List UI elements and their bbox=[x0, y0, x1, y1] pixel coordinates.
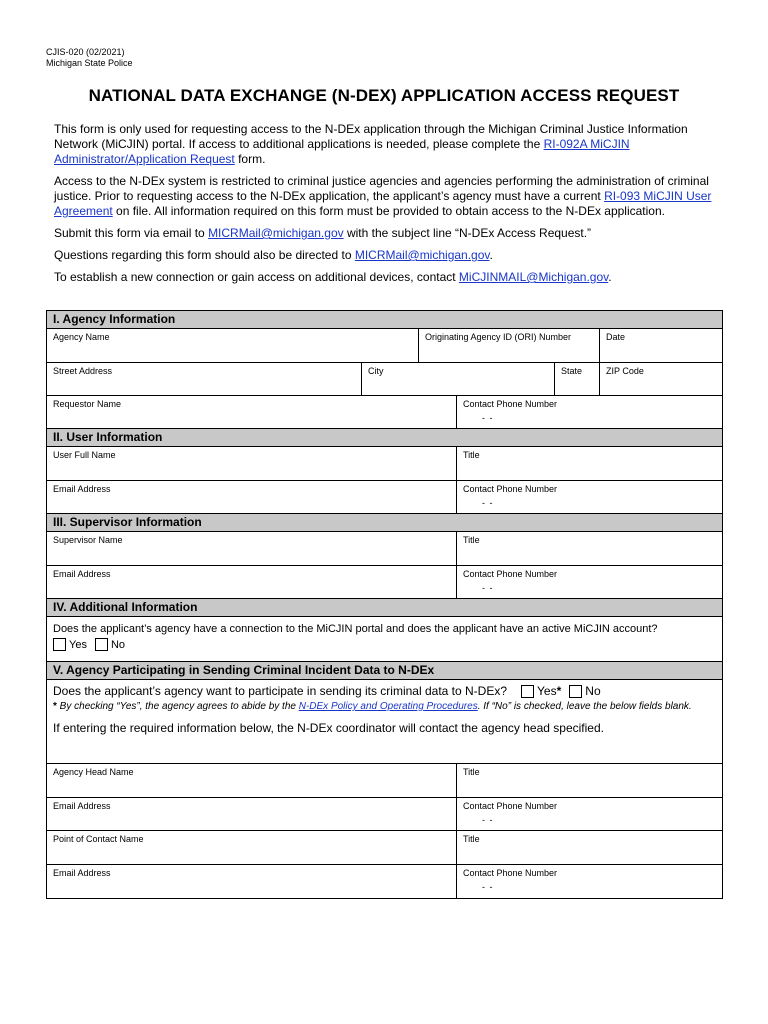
micjin-no-option[interactable]: No bbox=[95, 638, 125, 651]
section-ndex-participation-header: V. Agency Participating in Sending Criminal Incident Data to N-DEx bbox=[47, 662, 722, 680]
supervisor-row-2 bbox=[47, 566, 722, 599]
supervisor-title-field[interactable]: Title bbox=[463, 535, 480, 545]
requestor-name-field[interactable]: Requestor Name bbox=[47, 396, 457, 428]
agency-row-1 bbox=[47, 329, 722, 363]
poc-email-field[interactable]: Email Address bbox=[47, 865, 457, 898]
micjin-no-checkbox[interactable] bbox=[95, 638, 108, 651]
section-additional-header: IV. Additional Information bbox=[47, 599, 722, 617]
intro-paragraph-3: Submit this form via email to MICRMail@michigan.gov with the subject line “N-DEx Access Request.” bbox=[54, 226, 592, 240]
ndex-no-checkbox[interactable] bbox=[569, 685, 582, 698]
form-id: CJIS-020 (02/2021) bbox=[46, 47, 125, 57]
issuing-agency: Michigan State Police bbox=[46, 58, 133, 68]
phone-separators: - - bbox=[482, 815, 494, 825]
city-field[interactable]: City bbox=[362, 363, 555, 395]
micrmail-link-2[interactable]: MICRMail@michigan.gov bbox=[354, 248, 490, 262]
user-row-1 bbox=[47, 447, 722, 481]
page-title: NATIONAL DATA EXCHANGE (N-DEX) APPLICATION ACCESS REQUEST bbox=[88, 86, 680, 105]
micjinmail-link[interactable]: MiCJINMAIL@Michigan.gov bbox=[458, 270, 609, 284]
additional-info-row bbox=[47, 617, 722, 662]
agency-head-phone-field[interactable]: Contact Phone Number - - bbox=[463, 801, 558, 825]
street-address-field[interactable]: Street Address bbox=[47, 363, 362, 395]
user-full-name-field[interactable]: User Full Name bbox=[47, 447, 457, 480]
requestor-phone-field[interactable]: Contact Phone Number - - bbox=[463, 399, 558, 423]
ndex-yes-checkbox[interactable] bbox=[521, 685, 534, 698]
poc-name-field[interactable]: Point of Contact Name bbox=[47, 831, 457, 864]
user-title-field[interactable]: Title bbox=[463, 450, 480, 460]
poc-row-1 bbox=[47, 831, 722, 865]
date-field[interactable]: Date bbox=[606, 332, 626, 342]
poc-title-field[interactable]: Title bbox=[463, 834, 480, 844]
ndex-coordinator-info: If entering the required information below, the N-DEx coordinator will contact the agency head specified. bbox=[53, 721, 604, 735]
agency-head-title-field[interactable]: Title bbox=[463, 767, 480, 777]
section-user-header: II. User Information bbox=[47, 429, 722, 447]
ndex-policy-note: * By checking “Yes”, the agency agrees to abide by the N-DEx Policy and Operating Procedures. If “No” is checked, leave the below fields blank. bbox=[53, 701, 692, 712]
agency-row-2 bbox=[47, 363, 722, 396]
user-phone-field[interactable]: Contact Phone Number - - bbox=[463, 484, 558, 508]
poc-phone-field[interactable]: Contact Phone Number - - bbox=[463, 868, 558, 892]
section-supervisor-header: III. Supervisor Information bbox=[47, 514, 722, 532]
supervisor-email-field[interactable]: Email Address bbox=[47, 566, 457, 598]
micjin-account-question: Does the applicant’s agency have a connection to the MiCJIN portal and does the applicant have an active MiCJIN account? bbox=[53, 623, 658, 635]
ndex-participation-row bbox=[47, 680, 722, 764]
ndex-policy-link[interactable]: N-DEx Policy and Operating Procedures bbox=[298, 701, 478, 712]
zip-code-field[interactable]: ZIP Code bbox=[606, 366, 644, 376]
agency-head-row-2 bbox=[47, 798, 722, 831]
agency-head-name-field[interactable]: Agency Head Name bbox=[47, 764, 457, 797]
access-request-form bbox=[46, 310, 723, 899]
intro-paragraph-2: Access to the N-DEx system is restricted to criminal justice agencies and agencies performing the administration of criminal justice. Prior to requesting access to the N-DEx application, the applicant’s agency must have a current RI-093 MiCJIN User Agreement on file. All information required on this form must be provided to obtain access to the N-DEx application. bbox=[54, 174, 712, 218]
supervisor-name-field[interactable]: Supervisor Name bbox=[47, 532, 457, 565]
micjin-yes-option[interactable]: Yes bbox=[53, 638, 87, 651]
intro-paragraph-4: Questions regarding this form should also be directed to MICRMail@michigan.gov. bbox=[54, 248, 493, 262]
ndex-yes-option[interactable]: Yes * bbox=[521, 684, 561, 698]
phone-separators: - - bbox=[482, 498, 494, 508]
ori-field[interactable]: Originating Agency ID (ORI) Number bbox=[419, 329, 600, 362]
intro-paragraph-1: This form is only used for requesting access to the N-DEx application through the Michigan Criminal Justice Information Network (MiCJIN) portal. If access to additional applications is needed, please complete the RI-092A MiCJIN Administrator/Application Request form. bbox=[54, 122, 688, 166]
ri-092a-link[interactable]: RI-092A MiCJIN Administrator/Application Request bbox=[54, 137, 630, 166]
intro-paragraph-5: To establish a new connection or gain access on additional devices, contact MiCJINMAIL@Michigan.gov. bbox=[54, 270, 612, 284]
user-row-2 bbox=[47, 481, 722, 514]
phone-separators: - - bbox=[482, 882, 494, 892]
ri-093-link[interactable]: RI-093 MiCJIN User Agreement bbox=[54, 189, 712, 218]
phone-separators: - - bbox=[482, 583, 494, 593]
agency-head-row-1 bbox=[47, 764, 722, 798]
intro-text bbox=[54, 122, 720, 292]
user-email-field[interactable]: Email Address bbox=[47, 481, 457, 513]
section-agency-header: I. Agency Information bbox=[47, 311, 722, 329]
micrmail-link-1[interactable]: MICRMail@michigan.gov bbox=[208, 226, 344, 240]
state-field[interactable]: State bbox=[555, 363, 600, 395]
poc-row-2 bbox=[47, 865, 722, 898]
form-meta bbox=[46, 47, 133, 69]
ndex-no-option[interactable]: No bbox=[569, 684, 600, 698]
phone-separators: - - bbox=[482, 413, 494, 423]
micjin-yes-checkbox[interactable] bbox=[53, 638, 66, 651]
agency-head-email-field[interactable]: Email Address bbox=[47, 798, 457, 830]
supervisor-phone-field[interactable]: Contact Phone Number - - bbox=[463, 569, 558, 593]
ndex-participation-question: Does the applicant’s agency want to participate in sending its criminal data to N-DEx? bbox=[53, 684, 508, 698]
agency-name-field[interactable]: Agency Name bbox=[47, 329, 419, 362]
agency-row-3 bbox=[47, 396, 722, 429]
ndex-question-line bbox=[47, 680, 722, 698]
micjin-account-options bbox=[47, 635, 722, 655]
supervisor-row-1 bbox=[47, 532, 722, 566]
